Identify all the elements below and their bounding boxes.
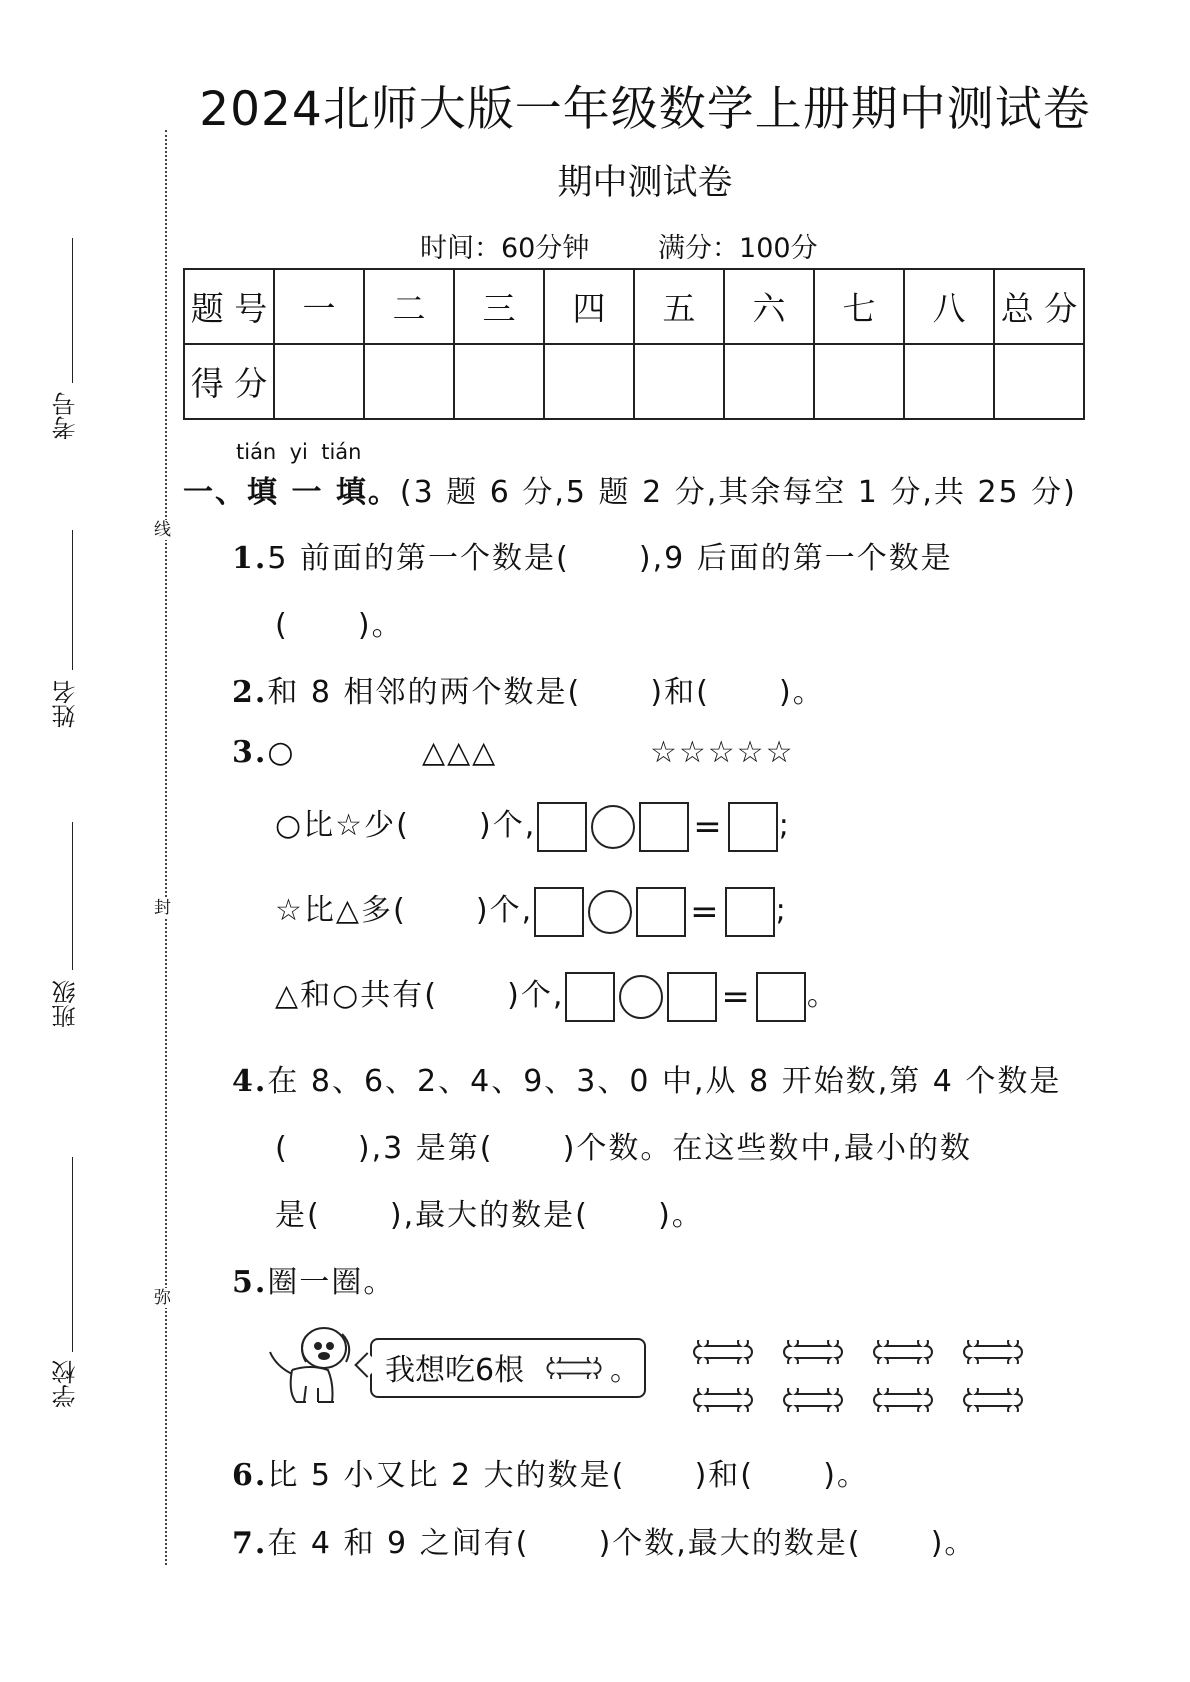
bone-icon[interactable] — [692, 1340, 754, 1364]
line-end: ; — [775, 893, 788, 928]
score-input-cell[interactable] — [814, 344, 904, 419]
shape-circle-group: ○ — [267, 735, 296, 770]
bone-icon — [543, 1357, 605, 1379]
table-cell: 八 — [904, 269, 994, 344]
cut-word-mi: 弥 — [154, 1288, 171, 1308]
question-number: 1. — [232, 541, 268, 576]
question-4 — [232, 1056, 1061, 1100]
school-label: 学校 — [52, 1360, 80, 1408]
speech-end: 。 — [610, 1353, 640, 1388]
question-text: 比 5 小又比 2 大的数是( )和( )。 — [267, 1458, 869, 1493]
bone-icon[interactable] — [962, 1388, 1024, 1412]
school-line[interactable] — [72, 1157, 73, 1352]
table-cell: 一 — [274, 269, 364, 344]
score-input-cell[interactable] — [634, 344, 724, 419]
section-note: (3 题 6 分,5 题 2 分,其余每空 1 分,共 25 分) — [399, 475, 1077, 510]
answer-box[interactable] — [565, 972, 615, 1022]
shape-triangle-group: △△△ — [422, 735, 498, 770]
line-end: ; — [778, 808, 791, 843]
answer-box[interactable] — [756, 972, 806, 1022]
answer-box[interactable] — [667, 972, 717, 1022]
question-number: 7. — [232, 1526, 268, 1561]
question-text: 在 8、6、2、4、9、3、0 中,从 8 开始数,第 4 个数是 — [267, 1064, 1062, 1099]
table-row — [184, 269, 1084, 344]
score-input-cell[interactable] — [364, 344, 454, 419]
table-cell: 五 — [634, 269, 724, 344]
table-cell: 总 分 — [994, 269, 1084, 344]
score-input-cell[interactable] — [994, 344, 1084, 419]
section-heading — [183, 467, 1077, 511]
operator-circle[interactable] — [588, 890, 632, 934]
table-cell: 七 — [814, 269, 904, 344]
bone-icon[interactable] — [782, 1340, 844, 1364]
bone-icon[interactable] — [782, 1388, 844, 1412]
shape-star-group: ☆☆☆☆☆ — [650, 735, 795, 770]
score-input-cell[interactable] — [544, 344, 634, 419]
question-7 — [232, 1518, 976, 1562]
class-line[interactable] — [72, 822, 73, 970]
table-cell: 六 — [724, 269, 814, 344]
table-cell: 题 号 — [184, 269, 274, 344]
question-number: 2. — [232, 675, 268, 710]
question-3c — [275, 970, 839, 1022]
question-5 — [232, 1257, 395, 1301]
dog-illustration — [262, 1318, 362, 1410]
question-text: ○比☆少( )个, — [275, 808, 537, 843]
question-1 — [232, 533, 953, 577]
score-input-cell[interactable] — [724, 344, 814, 419]
equals-sign: = — [690, 891, 721, 932]
page-subtitle: 期中测试卷 — [557, 163, 733, 203]
bone-icon[interactable] — [692, 1388, 754, 1412]
bone-icon[interactable] — [962, 1340, 1024, 1364]
question-number: 4. — [232, 1064, 268, 1099]
question-2 — [232, 667, 825, 711]
question-text: 和 8 相邻的两个数是( )和( )。 — [267, 675, 825, 710]
speech-text: 我想吃6根 — [385, 1353, 525, 1388]
operator-circle[interactable] — [591, 805, 635, 849]
question-1-cont: ( )。 — [275, 608, 404, 643]
answer-box[interactable] — [725, 887, 775, 937]
bone-icon[interactable] — [872, 1388, 934, 1412]
answer-box[interactable] — [537, 802, 587, 852]
bone-icon[interactable] — [872, 1340, 934, 1364]
time-label: 时间：60分钟 — [420, 233, 590, 264]
question-3 — [232, 735, 296, 770]
table-cell: 三 — [454, 269, 544, 344]
table-row — [184, 344, 1084, 419]
table-cell: 四 — [544, 269, 634, 344]
full-score-label: 满分：100分 — [658, 233, 818, 264]
equals-sign: = — [693, 806, 724, 847]
question-number: 6. — [232, 1458, 268, 1493]
equals-sign: = — [721, 976, 752, 1017]
question-number: 5. — [232, 1265, 268, 1300]
binding-dotted-line — [165, 130, 167, 1565]
class-label: 班级 — [52, 980, 80, 1028]
question-text: △和○共有( )个, — [275, 978, 565, 1013]
question-text: 5 前面的第一个数是( ),9 后面的第一个数是 — [267, 541, 953, 576]
pinyin: tián yi tián — [236, 440, 362, 464]
cut-word-feng: 封 — [154, 898, 171, 918]
name-line[interactable] — [72, 530, 73, 670]
table-cell: 得 分 — [184, 344, 274, 419]
answer-box[interactable] — [636, 887, 686, 937]
score-table — [183, 268, 1085, 420]
score-input-cell[interactable] — [904, 344, 994, 419]
question-text: 在 4 和 9 之间有( )个数,最大的数是( )。 — [267, 1526, 977, 1561]
question-3a — [275, 800, 791, 852]
question-text: 圈一圈。 — [267, 1265, 396, 1300]
exam-info — [420, 226, 818, 265]
exam-number-label: 考号 — [52, 392, 80, 440]
operator-circle[interactable] — [619, 975, 663, 1019]
question-3b — [275, 885, 788, 937]
section-title: 一、填 一 填。 — [183, 475, 400, 510]
table-cell: 二 — [364, 269, 454, 344]
question-4-cont: ( ),3 是第( )个数。在这些数中,最小的数 — [275, 1131, 972, 1166]
question-4-cont: 是( ),最大的数是( )。 — [275, 1198, 704, 1233]
answer-box[interactable] — [639, 802, 689, 852]
page-title: 2024北师大版一年级数学上册期中测试卷 — [199, 82, 1091, 137]
question-6 — [232, 1450, 869, 1494]
cut-word-xian: 线 — [154, 520, 171, 540]
exam-number-line[interactable] — [72, 238, 73, 383]
score-input-cell[interactable] — [274, 344, 364, 419]
answer-box[interactable] — [534, 887, 584, 937]
name-label: 姓名 — [52, 680, 80, 728]
score-input-cell[interactable] — [454, 344, 544, 419]
question-number: 3. — [232, 735, 268, 770]
answer-box[interactable] — [728, 802, 778, 852]
line-end: 。 — [806, 978, 839, 1013]
question-text: ☆比△多( )个, — [275, 893, 534, 928]
